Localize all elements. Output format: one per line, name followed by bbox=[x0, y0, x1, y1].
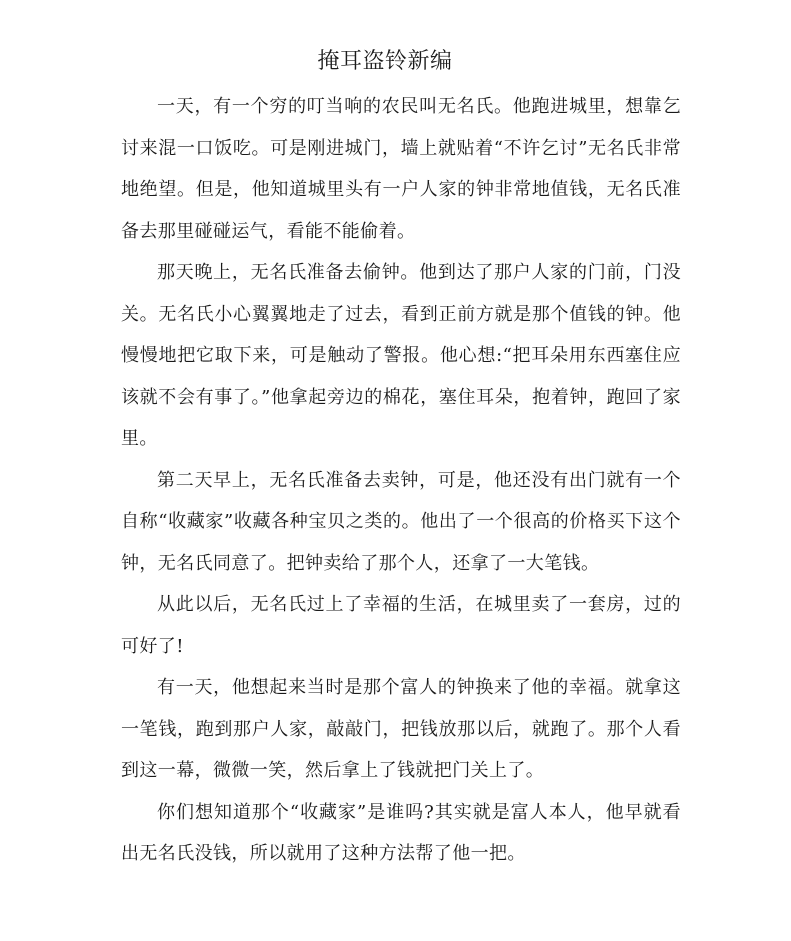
paragraph-4: 从此以后，无名氏过上了幸福的生活，在城里卖了一套房，过的可好了! bbox=[121, 594, 681, 657]
paragraph-2: 那天晚上，无名氏准备去偷钟。他到达了那户人家的门前，门没关。无名氏小心翼翼地走了过去，看到正前方就是那个值钱的钟。他慢慢地把它取下来，可是触动了警报。他心想:“把耳朵用东西塞住应该就不会有事了。”他拿起旁边的棉花，塞住耳朵，抱着钟，跑回了家里。 bbox=[121, 262, 681, 449]
document-body bbox=[121, 86, 681, 875]
paragraph-1: 一天，有一个穷的叮当响的农民叫无名氏。他跑进城里，想靠乞讨来混一口饭吃。可是刚进城门，墙上就贴着“不许乞讨”无名氏非常地绝望。但是，他知道城里头有一户人家的钟非常地值钱，无名氏准备去那里碰碰运气，看能不能偷着。 bbox=[121, 96, 681, 242]
document-title: 掩耳盗铃新编 bbox=[317, 49, 453, 74]
paragraph-3: 第二天早上，无名氏准备去卖钟，可是，他还没有出门就有一个自称“收藏家”收藏各种宝贝之类的。他出了一个很高的价格买下这个钟，无名氏同意了。把钟卖给了那个人，还拿了一大笔钱。 bbox=[121, 469, 681, 574]
paragraph-6: 你们想知道那个“收藏家”是谁吗?其实就是富人本人，他早就看出无名氏没钱，所以就用了这种方法帮了他一把。 bbox=[121, 801, 681, 864]
paragraph-5: 有一天，他想起来当时是那个富人的钟换来了他的幸福。就拿这一笔钱，跑到那户人家，敲敲门，把钱放那以后，就跑了。那个人看到这一幕，微微一笑，然后拿上了钱就把门关上了。 bbox=[121, 677, 681, 781]
